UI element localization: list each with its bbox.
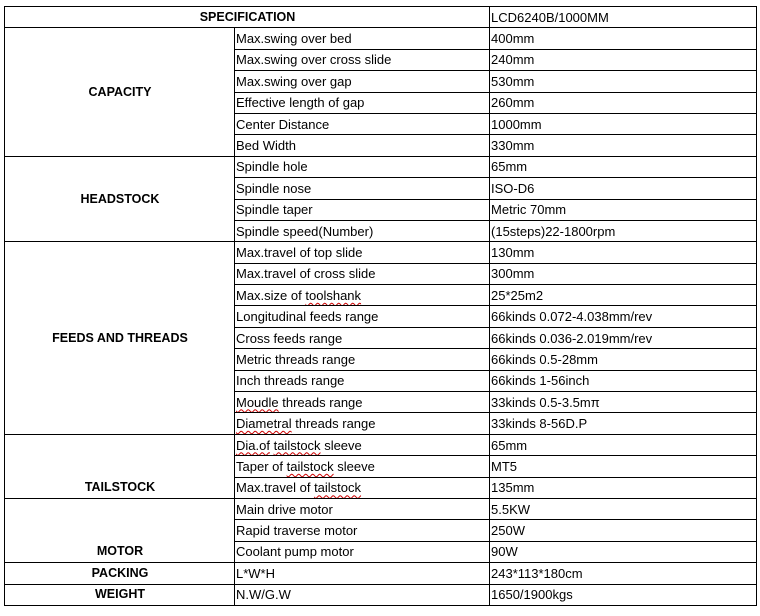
spec-item: Spindle nose <box>235 178 490 199</box>
spec-value: Metric 70mm <box>490 199 757 220</box>
model-header: LCD6240B/1000MM <box>490 7 757 28</box>
spec-item: Moudle threads range <box>235 392 490 413</box>
spec-item: Effective length of gap <box>235 92 490 113</box>
spec-item: L*W*H <box>235 563 490 584</box>
category-feeds-and-threads: FEEDS AND THREADS <box>5 242 235 435</box>
flagged-word: tailstock <box>286 458 334 474</box>
spec-value: 65mm <box>490 434 757 455</box>
spec-item: Longitudinal feeds range <box>235 306 490 327</box>
spec-value: 65mm <box>490 156 757 177</box>
spec-item: Inch threads range <box>235 370 490 391</box>
spec-value: ISO-D6 <box>490 178 757 199</box>
spec-item: Spindle speed(Number) <box>235 220 490 241</box>
spec-value: 33kinds 0.5-3.5mπ <box>490 392 757 413</box>
table-row <box>5 563 757 584</box>
spec-item: Max.swing over gap <box>235 71 490 92</box>
category-capacity: CAPACITY <box>5 28 235 156</box>
table-row <box>5 28 757 49</box>
spec-value: 530mm <box>490 71 757 92</box>
spec-item: Taper of tailstock sleeve <box>235 456 490 477</box>
spec-value: 240mm <box>490 49 757 70</box>
spec-item: Max.travel of cross slide <box>235 263 490 284</box>
header-row <box>5 7 757 28</box>
table-row <box>5 498 757 519</box>
table-row <box>5 584 757 605</box>
spec-value: 1650/1900kgs <box>490 584 757 605</box>
specification-table <box>4 6 757 606</box>
spec-item: Coolant pump motor <box>235 541 490 562</box>
spec-value: 90W <box>490 541 757 562</box>
spec-value: 66kinds 0.072-4.038mm/rev <box>490 306 757 327</box>
spec-item: Max.travel of top slide <box>235 242 490 263</box>
spec-item: Diametral threads range <box>235 413 490 434</box>
spec-value: 135mm <box>490 477 757 498</box>
category-weight: WEIGHT <box>5 584 235 605</box>
spec-item: Max.swing over cross slide <box>235 49 490 70</box>
spec-item: Max.swing over bed <box>235 28 490 49</box>
spec-item: Bed Width <box>235 135 490 156</box>
flagged-word: toolshank <box>305 287 362 303</box>
spec-value: 130mm <box>490 242 757 263</box>
spec-item: Cross feeds range <box>235 327 490 348</box>
flagged-word: Dia.of <box>236 437 270 453</box>
spec-value: 300mm <box>490 263 757 284</box>
spec-value: MT5 <box>490 456 757 477</box>
spec-value: 243*113*180cm <box>490 563 757 584</box>
flagged-word: tailstock <box>314 480 362 496</box>
category-packing: PACKING <box>5 563 235 584</box>
spec-item: Spindle hole <box>235 156 490 177</box>
spec-item: Max.size of toolshank <box>235 285 490 306</box>
flagged-word: Diametral <box>236 416 292 432</box>
table-row <box>5 434 757 455</box>
spec-item: Metric threads range <box>235 349 490 370</box>
spec-value: 66kinds 1-56inch <box>490 370 757 391</box>
spec-item: Spindle taper <box>235 199 490 220</box>
spec-item: N.W/G.W <box>235 584 490 605</box>
spec-value: 5.5KW <box>490 498 757 519</box>
spec-item: Center Distance <box>235 113 490 134</box>
spec-value: 33kinds 8-56D.P <box>490 413 757 434</box>
spec-value: 25*25m2 <box>490 285 757 306</box>
spec-value: 66kinds 0.5-28mm <box>490 349 757 370</box>
spec-item: Main drive motor <box>235 498 490 519</box>
spec-value: 330mm <box>490 135 757 156</box>
spec-item: Rapid traverse motor <box>235 520 490 541</box>
spec-value: 260mm <box>490 92 757 113</box>
spec-value: 1000mm <box>490 113 757 134</box>
table-row <box>5 156 757 177</box>
spec-value: 250W <box>490 520 757 541</box>
flagged-word: Moudle <box>236 394 279 410</box>
spec-item: Max.travel of tailstock <box>235 477 490 498</box>
specification-header: SPECIFICATION <box>5 7 490 28</box>
flagged-word: tailstock <box>273 437 321 453</box>
category-motor: MOTOR <box>5 498 235 562</box>
category-tailstock: TAILSTOCK <box>5 434 235 498</box>
category-headstock: HEADSTOCK <box>5 156 235 242</box>
spec-item: Dia.of tailstock sleeve <box>235 434 490 455</box>
table-row <box>5 242 757 263</box>
spec-value: 66kinds 0.036-2.019mm/rev <box>490 327 757 348</box>
spec-value: 400mm <box>490 28 757 49</box>
spec-value: (15steps)22-1800rpm <box>490 220 757 241</box>
